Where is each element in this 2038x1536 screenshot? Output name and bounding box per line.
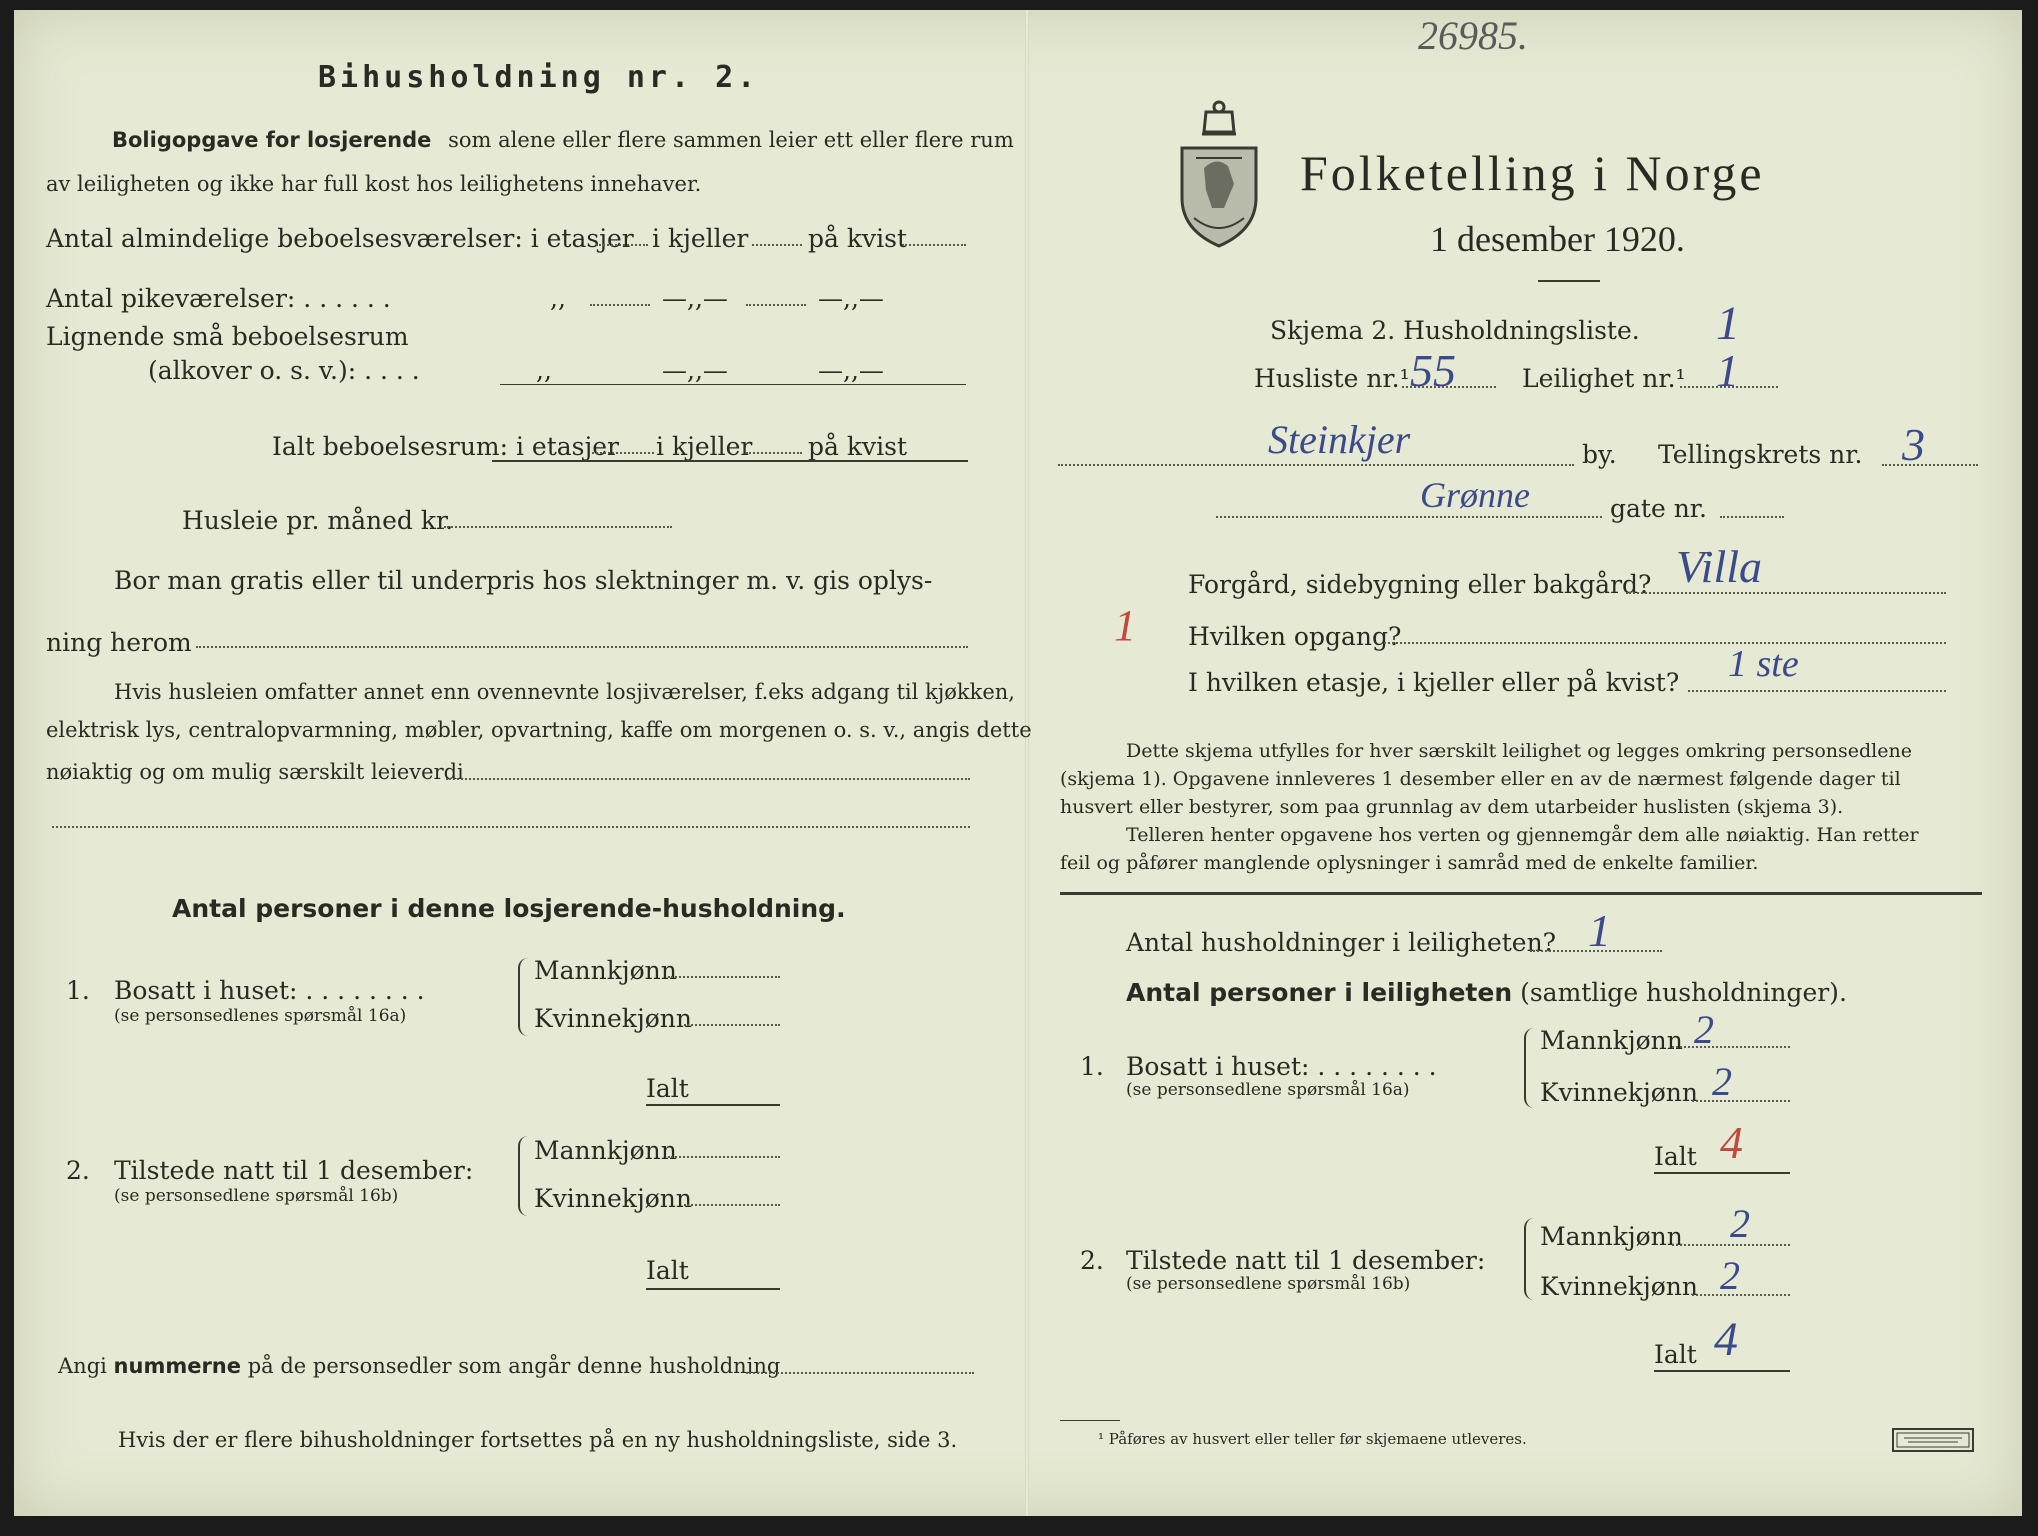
intro-bold: Boligopgave for losjerende bbox=[112, 128, 432, 152]
forgard-field bbox=[1626, 592, 1946, 594]
persons-rest: (samtlige husholdninger). bbox=[1520, 978, 1847, 1007]
persons-bold: Antal personer i leiligheten bbox=[1126, 978, 1513, 1007]
margin-red-mark: 1 bbox=[1114, 601, 1136, 650]
date-underline bbox=[1538, 280, 1600, 282]
right-q2-ialt-value[interactable]: 4 bbox=[1714, 1313, 1738, 1366]
right-q1-ialt-label: Ialt bbox=[1654, 1142, 1697, 1171]
ialt-kjeller-field[interactable] bbox=[746, 452, 802, 454]
right-q2-brace bbox=[1524, 1218, 1538, 1300]
printer-stamp-icon bbox=[1892, 1428, 1974, 1452]
right-q1-mann-field bbox=[1672, 1046, 1790, 1048]
left-q1-label: Bosatt i huset: . . . . . . . . bbox=[114, 976, 425, 1005]
by-label: by. bbox=[1582, 440, 1617, 469]
form-date: 1 desember 1920. bbox=[1430, 219, 1685, 259]
hush-value[interactable]: 1 bbox=[1588, 905, 1611, 956]
left-q2-kvinne-field[interactable] bbox=[684, 1204, 780, 1206]
left-q2-number: 2. bbox=[66, 1156, 90, 1185]
right-q1-mann-label: Mannkjønn bbox=[1540, 1026, 1683, 1055]
right-q2-kvinne-label: Kvinnekjønn bbox=[1540, 1272, 1698, 1301]
lignende-sum-rule bbox=[500, 384, 966, 385]
left-q2-ialt-rule bbox=[646, 1288, 780, 1290]
right-q1-kvinne-field bbox=[1692, 1100, 1790, 1102]
lignende-ditto-2: —,,— bbox=[662, 356, 728, 385]
left-q2-mann-label: Mannkjønn bbox=[534, 1136, 677, 1165]
instr-line-1: Dette skjema utfylles for hver særskilt leilighet og legges omkring personsedlene bbox=[1126, 740, 1912, 762]
ialt-rooms-label: Ialt beboelsesrum: i etasjer bbox=[272, 432, 620, 461]
husliste-label: Husliste nr.¹ bbox=[1254, 364, 1410, 393]
rooms-kvist-label: på kvist bbox=[808, 224, 907, 253]
gate-label: gate nr. bbox=[1610, 494, 1707, 523]
left-title: Bihusholdning nr. 2. bbox=[318, 60, 760, 95]
form-heading: Folketelling i Norge bbox=[1300, 145, 1765, 201]
ialt-rooms-rule bbox=[492, 460, 968, 462]
rooms-etasjer-field[interactable] bbox=[596, 244, 648, 246]
right-q2-kvinne-value[interactable]: 2 bbox=[1720, 1253, 1740, 1298]
ialt-etasjer-field[interactable] bbox=[592, 452, 654, 454]
left-q2-mann-field[interactable] bbox=[668, 1156, 780, 1158]
gratis-line-2: ning herom bbox=[46, 628, 192, 657]
right-q1-brace bbox=[1524, 1028, 1538, 1108]
footnote: ¹ Påføres av husvert eller teller før skjemaene utleveres. bbox=[1098, 1430, 1527, 1448]
left-q2-brace bbox=[518, 1136, 532, 1216]
intro-line-1 bbox=[112, 128, 1014, 152]
right-q2-ialt-label: Ialt bbox=[1654, 1340, 1697, 1369]
husliste-value[interactable]: 55 bbox=[1410, 345, 1456, 396]
intro-rest: som alene eller flere sammen leier ett eller flere rum bbox=[448, 128, 1014, 152]
right-q1-kvinne-label: Kvinnekjønn bbox=[1540, 1078, 1698, 1107]
right-divider bbox=[1060, 892, 1982, 895]
krets-value[interactable]: 3 bbox=[1902, 419, 1925, 470]
right-q2-sub: (se personsedlene spørsmål 16b) bbox=[1126, 1274, 1411, 1294]
right-q1-sub: (se personsedlene spørsmål 16a) bbox=[1126, 1080, 1410, 1100]
right-q2-label: Tilstede natt til 1 desember: bbox=[1126, 1246, 1486, 1275]
right-q2-mann-label: Mannkjønn bbox=[1540, 1222, 1683, 1251]
archive-number: 26985. bbox=[1418, 13, 1528, 58]
instr-line-5: feil og påfører manglende oplysninger i samråd med de enkelte familier. bbox=[1060, 852, 1759, 874]
right-q2-number: 2. bbox=[1080, 1246, 1104, 1275]
gate-field bbox=[1216, 516, 1602, 518]
krets-label: Tellingskrets nr. bbox=[1658, 440, 1863, 469]
right-q1-ialt-rule bbox=[1654, 1172, 1790, 1174]
lignende-line-2: (alkover o. s. v.): . . . . bbox=[148, 356, 420, 385]
leilighet-value[interactable]: 1 bbox=[1716, 345, 1739, 396]
lignende-line-1: Lignende små beboelsesrum bbox=[46, 322, 409, 351]
gate-value[interactable]: Grønne bbox=[1420, 475, 1530, 515]
right-q2-mann-value[interactable]: 2 bbox=[1730, 1201, 1750, 1246]
angi-line bbox=[58, 1354, 780, 1378]
rooms-kjeller-field[interactable] bbox=[752, 244, 802, 246]
rooms-kvist-field[interactable] bbox=[902, 244, 966, 246]
pike-etasjer-field[interactable] bbox=[590, 304, 650, 306]
by-value[interactable]: Steinkjer bbox=[1268, 417, 1411, 462]
left-q1-ialt-rule bbox=[646, 1104, 780, 1106]
left-footer: Hvis der er flere bihusholdninger fortsettes på en ny husholdningsliste, side 3. bbox=[118, 1428, 958, 1452]
pike-label: Antal pikeværelser: . . . . . . bbox=[46, 284, 391, 313]
small-line-1: Hvis husleien omfatter annet enn ovennevnte losjiværelser, f.eks adgang til kjøkken, bbox=[114, 680, 1015, 704]
small-line-3: nøiaktig og om mulig særskilt leieverdi bbox=[46, 760, 464, 784]
forgard-value[interactable]: Villa bbox=[1676, 541, 1763, 592]
angi-post: på de personsedler som angår denne husholdning bbox=[247, 1354, 781, 1378]
left-q1-number: 1. bbox=[66, 976, 90, 1005]
persons-heading bbox=[1126, 978, 1847, 1007]
opgang-field[interactable] bbox=[1384, 642, 1946, 644]
right-q1-kvinne-value[interactable]: 2 bbox=[1712, 1059, 1732, 1104]
leieverdi-field-2[interactable] bbox=[52, 826, 970, 828]
hush-label: Antal husholdninger i leiligheten? bbox=[1126, 928, 1557, 957]
page-fold bbox=[1025, 10, 1029, 1516]
leieverdi-field[interactable] bbox=[446, 778, 970, 780]
left-section-title: Antal personer i denne losjerende-husholdning. bbox=[172, 894, 846, 923]
rooms-label: Antal almindelige beboelsesværelser: i etasjer bbox=[46, 224, 634, 253]
left-q2-ialt-label: Ialt bbox=[646, 1256, 689, 1285]
krets-field bbox=[1882, 464, 1978, 466]
skjema-value[interactable]: 1 bbox=[1716, 297, 1740, 350]
left-q1-mann-field[interactable] bbox=[668, 976, 780, 978]
gratis-field[interactable] bbox=[196, 646, 968, 648]
instr-line-2: (skjema 1). Opgavene innleveres 1 desember eller en av de nærmest følgende dager til bbox=[1060, 768, 1901, 790]
lignende-ditto-1: ,, bbox=[536, 356, 552, 385]
leilighet-field bbox=[1680, 386, 1778, 388]
right-q2-mann-field bbox=[1672, 1244, 1790, 1246]
gate-nr-field[interactable] bbox=[1720, 516, 1784, 518]
right-q2-kvinne-field bbox=[1692, 1294, 1790, 1296]
left-q1-brace bbox=[518, 958, 532, 1036]
pike-ditto-2: —,,— bbox=[662, 284, 728, 313]
intro-line-2: av leiligheten og ikke har full kost hos leilighetens innehaver. bbox=[46, 172, 702, 196]
by-field bbox=[1058, 464, 1574, 466]
husleie-field[interactable] bbox=[444, 526, 672, 528]
gratis-line-1: Bor man gratis eller til underpris hos slektninger m. v. gis oplys- bbox=[114, 566, 933, 595]
right-q1-ialt-value[interactable]: 4 bbox=[1720, 1117, 1743, 1168]
etasje-label: I hvilken etasje, i kjeller eller på kvist? bbox=[1188, 668, 1680, 697]
hush-field bbox=[1530, 950, 1662, 952]
pike-kjeller-field[interactable] bbox=[746, 304, 806, 306]
right-q1-mann-value[interactable]: 2 bbox=[1694, 1007, 1714, 1052]
pike-ditto-1: ,, bbox=[550, 284, 566, 313]
left-q1-ialt-label: Ialt bbox=[646, 1074, 689, 1103]
etasje-value[interactable]: 1 ste bbox=[1728, 643, 1799, 685]
angi-bold: nummerne bbox=[113, 1354, 242, 1378]
leilighet-label: Leilighet nr.¹ bbox=[1522, 364, 1686, 393]
etasje-field bbox=[1688, 690, 1946, 692]
lignende-ditto-3: —,,— bbox=[818, 356, 884, 385]
left-q2-label: Tilstede natt til 1 desember: bbox=[114, 1156, 474, 1185]
right-q2-ialt-rule bbox=[1654, 1370, 1790, 1372]
instr-line-4: Telleren henter opgavene hos verten og gjennemgår dem alle nøiaktig. Han retter bbox=[1126, 824, 1919, 846]
left-q1-kvinne-label: Kvinnekjønn bbox=[534, 1004, 692, 1033]
husliste-field bbox=[1402, 386, 1496, 388]
left-q2-kvinne-label: Kvinnekjønn bbox=[534, 1184, 692, 1213]
opgang-label: Hvilken opgang? bbox=[1188, 622, 1402, 651]
skjema-label: Skjema 2. Husholdningsliste. bbox=[1270, 316, 1640, 345]
left-q1-kvinne-field[interactable] bbox=[684, 1024, 780, 1026]
rooms-kjeller-label: i kjeller bbox=[652, 224, 749, 253]
small-line-2: elektrisk lys, centralopvarmning, møbler, opvartning, kaffe om morgenen o. s. v., angis dette bbox=[46, 718, 1032, 742]
right-q1-label: Bosatt i huset: . . . . . . . . bbox=[1126, 1052, 1437, 1081]
forgard-label: Forgård, sidebygning eller bakgård? bbox=[1188, 570, 1652, 599]
angi-pre: Angi bbox=[58, 1354, 107, 1378]
instr-line-3: husvert eller bestyrer, som paa grunnlag av dem utarbeider huslisten (skjema 3). bbox=[1060, 796, 1844, 818]
left-q1-mann-label: Mannkjønn bbox=[534, 956, 677, 985]
left-q2-sub: (se personsedlene spørsmål 16b) bbox=[114, 1186, 399, 1206]
footnote-rule bbox=[1060, 1420, 1120, 1421]
pike-ditto-3: —,,— bbox=[818, 284, 884, 313]
husleie-label: Husleie pr. måned kr. bbox=[182, 506, 454, 535]
angi-field[interactable] bbox=[746, 1372, 974, 1374]
left-q1-sub: (se personsedlenes spørsmål 16a) bbox=[114, 1006, 407, 1026]
ialt-kjeller-label: i kjeller bbox=[656, 432, 753, 461]
coat-of-arms-icon bbox=[1176, 98, 1262, 250]
ialt-kvist-label: på kvist bbox=[808, 432, 907, 461]
right-q1-number: 1. bbox=[1080, 1052, 1104, 1081]
